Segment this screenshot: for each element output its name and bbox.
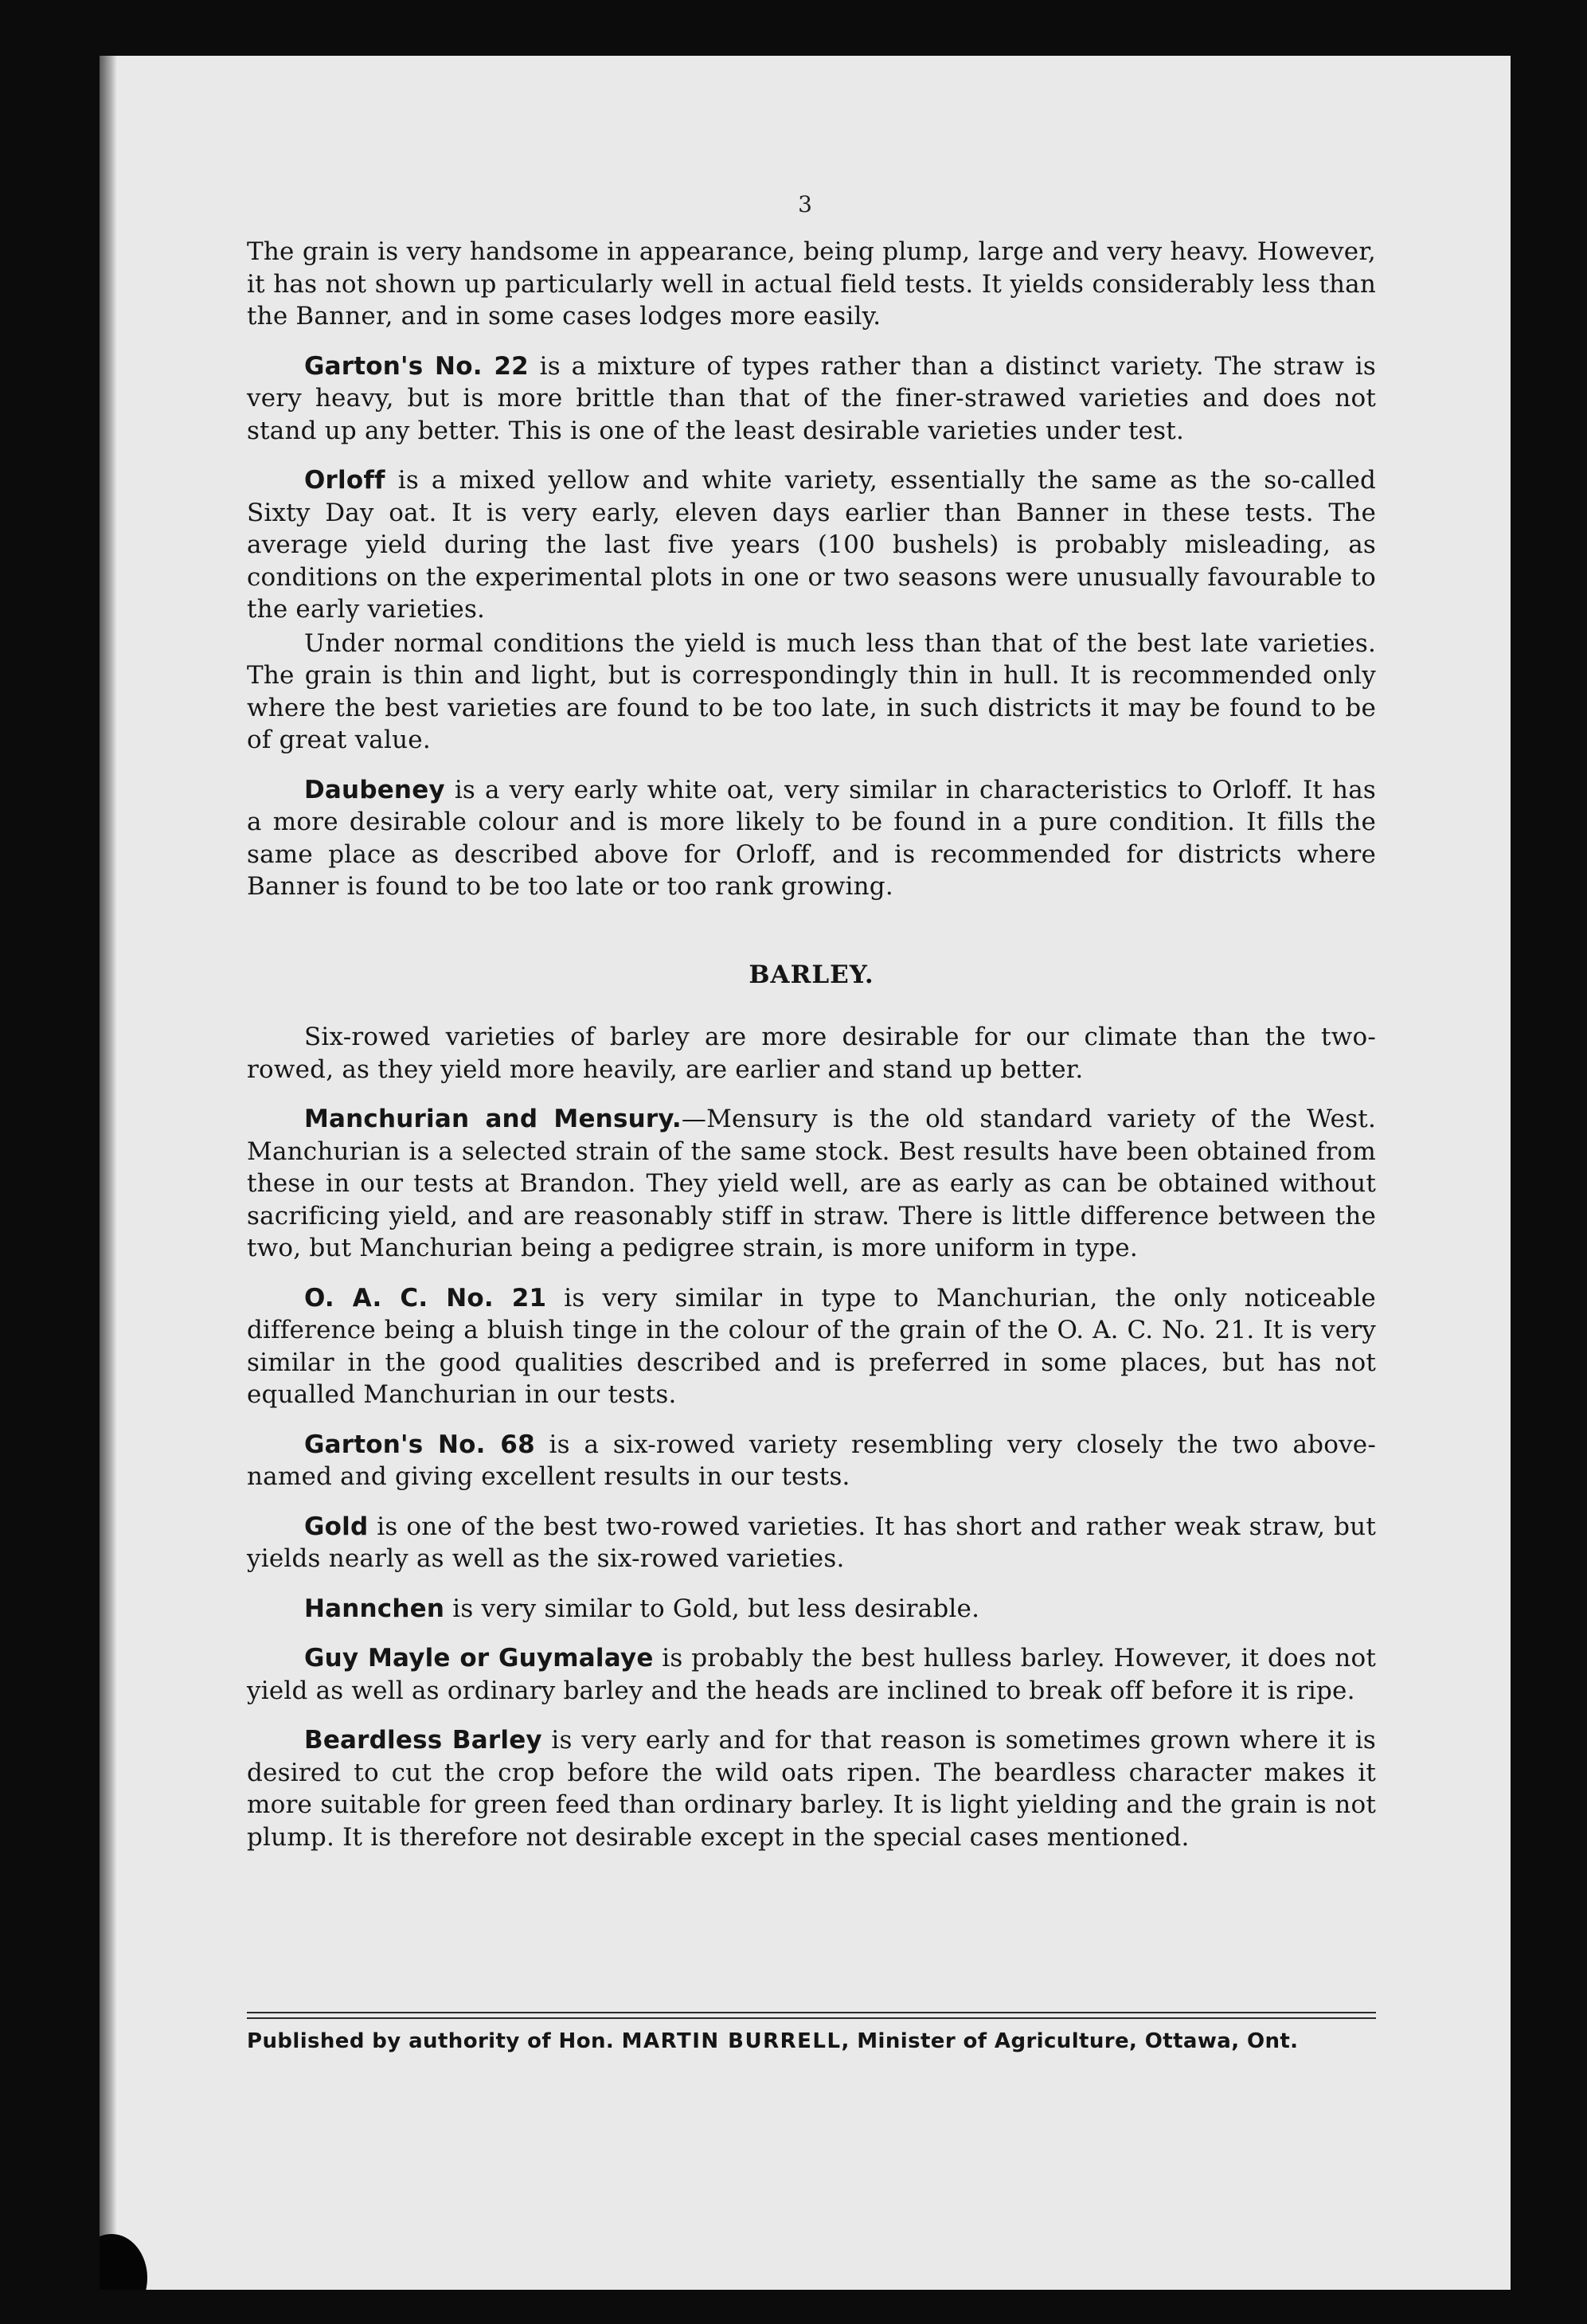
paragraph-text: is a mixture of types rather than a distinct variety. The straw is very heavy, but is more brittle than that of the finer-strawed varieties and does not stand up any better. This is one of the least desirable varieties under test.	[247, 351, 1376, 445]
paragraph-text: Six-rowed varieties of barley are more desirable for our climate than the two-rowed, as they yield more heavily, are earlier and stand up better.	[247, 1023, 1376, 1084]
footer-rule-bottom	[247, 2017, 1376, 2019]
paragraph-hannchen	[247, 1593, 1376, 1626]
paragraph-barley-intro	[247, 1021, 1376, 1086]
body-text	[247, 236, 1376, 1871]
paragraph-text: The grain is very handsome in appearance, being plump, large and very heavy. However, it has not shown up particularly well in actual field tests. It yields considerably less than the Banner, and in some cases lodges more easily.	[247, 237, 1376, 331]
paragraph-text: is one of the best two-rowed varieties. It has short and rather weak straw, but yields nearly as well as the six-rowed varieties.	[247, 1512, 1376, 1573]
paragraph-text: is very similar in type to Manchurian, the only noticeable difference being a bluish tinge in the colour of the grain of the O. A. C. No. 21. It is very similar in the good qualities described and is preferred in some places, but has not equalled Manchurian in our tests.	[247, 1283, 1376, 1409]
variety-name: Guy Mayle or Guymalaye	[304, 1644, 654, 1673]
paragraph-text: is a very early white oat, very similar in characteristics to Orloff. It has a more desirable colour and is more likely to be found in a pure condition. It fills the same place as described above for Orloff, and is recommended for districts where Banner is found to be too late or too rank growing.	[247, 775, 1376, 901]
footer-minister: MARTIN BURRELL	[621, 2029, 842, 2053]
paragraph-text: is very similar to Gold, but less desirable.	[444, 1594, 980, 1623]
paragraph-manchurian	[247, 1103, 1376, 1265]
variety-name: O. A. C. No. 21	[304, 1283, 547, 1313]
paragraph-orloff-continued	[247, 628, 1376, 757]
footer-suffix: , Minister of Agriculture, Ottawa, Ont.	[841, 2029, 1299, 2053]
scanned-page	[100, 56, 1511, 2290]
paragraph-daubeney	[247, 774, 1376, 903]
footer-rule-top	[247, 2012, 1376, 2013]
paragraph-guy-mayle	[247, 1642, 1376, 1707]
variety-name: Gold	[304, 1512, 369, 1541]
paragraph-gartons-68	[247, 1429, 1376, 1493]
paragraph-text: is a six-rowed variety resembling very closely the two above-named and giving excellent results in our tests.	[247, 1430, 1376, 1491]
paragraph-oac-21	[247, 1282, 1376, 1411]
paragraph-text: is a mixed yellow and white variety, essentially the same as the so-called Sixty Day oat. It is very early, eleven days earlier than Banner in these tests. The average yield during the last five years (100 bushels) is probably misleading, as conditions on the experimental plots in one or two seasons were unusually favourable to the early varieties.	[247, 466, 1376, 624]
paragraph-beardless	[247, 1724, 1376, 1853]
section-heading-barley: BARLEY.	[749, 960, 874, 989]
paragraph-gold	[247, 1511, 1376, 1575]
variety-name: Garton's No. 22	[304, 351, 529, 381]
paragraph-text: is probably the best hulless barley. However, it does not yield as well as ordinary barley and the heads are inclined to break off before it is ripe.	[247, 1644, 1376, 1705]
paragraph-gartons-22	[247, 350, 1376, 448]
footer-prefix: Published by authority of Hon.	[247, 2029, 622, 2053]
paragraph-text: —Mensury is the old standard variety of the West. Manchurian is a selected strain of the same stock. Best results have been obtained from these in our tests at Brandon. They yield well, are as early as can be obtained without sacrificing yield, and are reasonably stiff in straw. There is little difference between the two, but Manchurian being a pedigree strain, is more uniform in type.	[247, 1105, 1377, 1262]
variety-name: Hannchen	[304, 1594, 445, 1623]
variety-name: Daubeney	[304, 775, 445, 804]
variety-name: Garton's No. 68	[304, 1430, 535, 1459]
variety-name: Beardless Barley	[304, 1726, 542, 1755]
scan-corner-shadow	[100, 2234, 147, 2290]
page-spine-shadow	[100, 56, 117, 2290]
paragraph-banner-tail	[247, 236, 1376, 333]
publication-footer	[247, 2029, 1376, 2053]
paragraph-text: Under normal conditions the yield is much less than that of the best late varieties. The grain is thin and light, but is correspondingly thin in hull. It is recommended only where the best varieties are found to be too late, in such districts it may be found to be of great value.	[247, 628, 1376, 754]
variety-name: Orloff	[304, 466, 385, 495]
paragraph-text: is very early and for that reason is sometimes grown where it is desired to cut the crop before the wild oats ripen. The beardless character makes it more suitable for green feed than ordinary barley. It is light yielding and the grain is not plump. It is therefore not desirable except in the special cases mentioned.	[247, 1726, 1376, 1852]
page-number: 3	[798, 191, 812, 217]
variety-name: Manchurian and Mensury.	[304, 1105, 682, 1133]
paragraph-orloff	[247, 464, 1376, 626]
